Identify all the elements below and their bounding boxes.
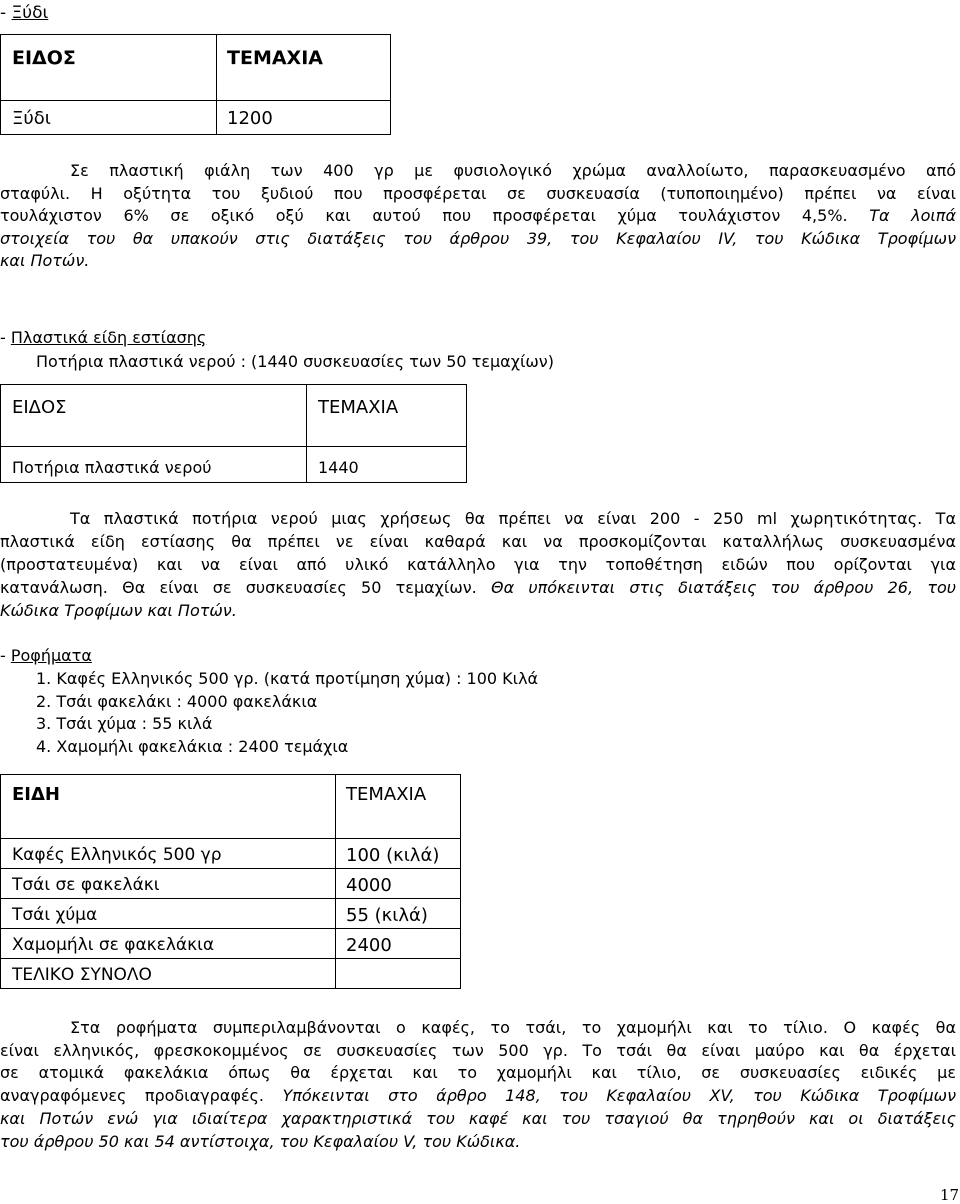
- text-line: αναγραφόμενες προδιαγραφές. Υπόκεινται στο άρθρο 148, του Κεφαλαίου XV, του Κώδικα Τροφίμων: [0, 1086, 957, 1106]
- list-item: 3. Τσάι χύμα : 55 κιλά: [36, 714, 213, 733]
- section-title: Ροφήματα: [10, 646, 92, 665]
- table-cell: Ξύδι: [12, 108, 51, 129]
- section-drinks-heading: [0, 646, 92, 665]
- text-line: του άρθρου 50 και 54 αντίστοιχα, του Κεφαλαίου V, του Κώδικα.: [0, 1131, 521, 1151]
- dash: -: [0, 646, 11, 665]
- table-cell: 1440: [318, 458, 359, 477]
- text-line: Κώδικα Τροφίμων και Ποτών.: [0, 601, 237, 620]
- text-line: σταφύλι. Η οξύτητα του ξυδιού που προσφέρεται σε συσκευασία (τυποποιημένο) πρέπει να είναι: [0, 183, 956, 203]
- text-line: Σε πλαστική φιάλη των 400 γρ με φυσιολογικό χρώμα αναλλοίωτο, παρασκευασμένο από: [70, 161, 956, 180]
- table-header: ΤΕΜΑΧΙΑ: [346, 784, 427, 805]
- drinks-description: [0, 1017, 956, 1153]
- table-cell: Ποτήρια πλαστικά νερού: [12, 458, 212, 477]
- table-header: ΤΕΜΑΧΙΑ: [227, 47, 323, 69]
- text-line: και Ποτών.: [0, 251, 90, 270]
- text-line: στοιχεία του θα υπακούν στις διατάξεις του άρθρου 39, του Κεφαλαίου IV, του Κώδικα Τροφίμων: [0, 228, 956, 248]
- list-item: 2. Τσάι φακελάκι : 4000 φακελάκια: [36, 691, 318, 711]
- table-cell: Τσάι χύμα: [12, 905, 98, 925]
- drinks-list: [36, 668, 538, 758]
- table-cell: Καφές Ελληνικός 500 γρ: [12, 845, 222, 865]
- table-header: ΤΕΜΑΧΙΑ: [318, 397, 399, 418]
- list-item: 4. Χαμομήλι φακελάκια : 2400 τεμάχια: [36, 736, 349, 756]
- table-total-label: ΤΕΛΙΚΟ ΣΥΝΟΛΟ: [12, 965, 152, 985]
- table-cell: Τσάι σε φακελάκι: [12, 875, 160, 895]
- table-cell: 1200: [227, 108, 273, 129]
- section-xydi-heading: [0, 3, 48, 23]
- section-title: Ξύδι: [11, 3, 49, 23]
- table-cell: 2400: [346, 935, 392, 956]
- section-plastic-subtitle: Ποτήρια πλαστικά νερού : (1440 συσκευασίες των 50 τεμαχίων): [36, 352, 554, 371]
- table-header: ΕΙΔΗ: [12, 784, 60, 805]
- table-cell: 55 (κιλά): [346, 905, 428, 926]
- section-plastic-heading: [0, 328, 206, 347]
- text-line: πλαστικά είδη εστίασης θα πρέπει νε είναι καθαρά και να προσκομίζονται καταλλήλως συσκευασμένα: [0, 532, 956, 551]
- text-line: τουλάχιστον 6% σε οξικό οξύ και αυτού που προσφέρεται χύμα τουλάχιστον 4,5%. Τα λοιπά: [0, 206, 956, 225]
- text-line: είναι ελληνικός, φρεσκοκομμένος σε συσκευασίες των 500 γρ. Το τσάι θα είναι μαύρο και θα έρχεται: [0, 1040, 956, 1060]
- page-number: 17: [940, 1186, 960, 1204]
- plastic-description: [0, 507, 956, 622]
- text-line: (προστατευμένα) και να είναι από υλικό κατάλληλο για την τοποθέτηση ειδών που ορίζονται για: [0, 555, 956, 574]
- xydi-description: [0, 160, 956, 273]
- dash: -: [0, 328, 11, 347]
- text-line: σε ατομικά φακελάκια όπως θα έρχεται και το χαμομήλι και τίλιο, σε συσκευασίες ειδικές με: [0, 1063, 956, 1083]
- table-cell: 4000: [346, 875, 392, 896]
- text-line: και Ποτών ενώ για ιδιαίτερα χαρακτηριστικά του καφέ και του τσαγιού θα τηρηθούν και οι διατάξεις: [0, 1108, 956, 1128]
- list-item: 1. Καφές Ελληνικός 500 γρ. (κατά προτίμηση χύμα) : 100 Κιλά: [36, 669, 539, 688]
- text-line: κατανάλωση. Θα είναι σε συσκευασίες 50 τεμαχίων. Θα υπόκεινται στις διατάξεις του άρθρου 26, του: [0, 578, 957, 597]
- section-title: Πλαστικά είδη εστίασης: [10, 328, 207, 347]
- table-header: ΕΙΔΟΣ: [12, 397, 67, 418]
- text-line: Τα πλαστικά ποτήρια νερού μιας χρήσεως θα πρέπει να είναι 200 - 250 ml χωρητικότητας. Τα: [70, 509, 956, 528]
- table-header: ΕΙΔΟΣ: [12, 47, 76, 69]
- table-cell: Χαμομήλι σε φακελάκια: [12, 935, 215, 955]
- table-cell: 100 (κιλά): [346, 845, 440, 866]
- text-line: Στα ροφήματα συμπεριλαμβάνονται ο καφές, το τσάι, το χαμομήλι και το τίλιο. Ο καφές θα: [70, 1018, 956, 1037]
- dash: -: [0, 3, 12, 23]
